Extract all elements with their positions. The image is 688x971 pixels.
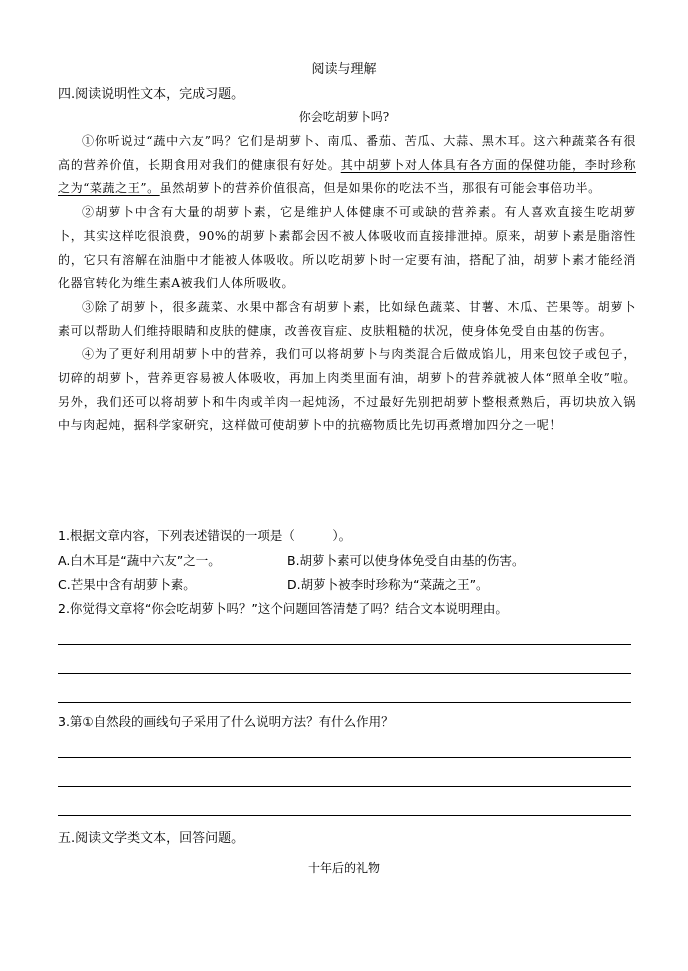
paragraph-1-tail: 虽然胡萝卜的营养价值很高，但是如果你的吃法不当，那很有可能会事倍功半。 xyxy=(159,181,601,196)
paragraph-3: ③除了胡萝卜，很多蔬菜、水果中都含有胡萝卜素，比如绿色蔬菜、甘薯、木瓜、芒果等。胡萝卜素可以帮助人们维持眼睛和皮肤的健康，改善夜盲症、皮肤粗糙的状况，使身体免受自由基的伤害。 xyxy=(58,299,636,338)
answer-line[interactable] xyxy=(58,757,631,758)
answer-line[interactable] xyxy=(58,673,631,674)
story-title: 十年后的礼物 xyxy=(307,861,380,875)
answer-line[interactable] xyxy=(58,786,631,787)
answer-line[interactable] xyxy=(58,815,631,816)
question-3: 3.第①自然段的画线句子采用了什么说明方法？有什么作用？ xyxy=(58,714,394,729)
part5-heading: 五.阅读文学类文本，回答问题。 xyxy=(58,831,245,846)
underlined-sentence: 其中胡萝卜对人体具有各方面的保健功能，李时珍称之为“菜蔬之王”。 xyxy=(58,157,636,196)
part4-heading: 四.阅读说明性文本，完成习题。 xyxy=(58,87,245,102)
option-a[interactable]: A.白木耳是“蔬中六友”之一。 xyxy=(58,553,221,568)
paragraph-1-text: ①你听说过“蔬中六友”吗？它们是胡萝卜、南瓜、番茄、苦瓜、大蒜、黑木耳。这六种蔬菜各有很高的营养价值，长期食用对我们的健康很有好处。 xyxy=(58,134,636,172)
question-2: 2.你觉得文章将“你会吃胡萝卜吗？”这个问题回答清楚了吗？结合文本说明理由。 xyxy=(58,601,508,616)
answer-line[interactable] xyxy=(58,702,631,703)
option-b[interactable]: B.胡萝卜素可以使身体免受自由基的伤害。 xyxy=(287,553,525,568)
option-d[interactable]: D.胡萝卜被李时珍称为“菜蔬之王”。 xyxy=(287,577,489,592)
answer-line[interactable] xyxy=(58,644,631,645)
article-body xyxy=(58,130,636,438)
option-c[interactable]: C.芒果中含有胡萝卜素。 xyxy=(58,577,196,592)
article-title: 你会吃胡萝卜吗? xyxy=(298,110,390,124)
question-1: 1.根据文章内容，下列表述错误的一项是（ ）。 xyxy=(58,528,352,543)
paragraph-4: ④为了更好利用胡萝卜中的营养，我们可以将胡萝卜与肉类混合后做成馅儿，用来包饺子或包子，切碎的胡萝卜，营养更容易被人体吸收，再加上肉类里面有油，胡萝卜的营养就被人体“照单全收”啦。另外，我们还可以将胡萝卜和牛肉或羊肉一起炖汤，不过最好先别把胡萝卜整根煮熟后，再切块放入锅中与肉起炖，据科学家研究，这样做可使胡萝卜中的抗癌物质比先切再煮增加四分之一呢！ xyxy=(58,347,636,433)
paragraph-2: ②胡萝卜中含有大量的胡萝卜素，它是维护人体健康不可或缺的营养素。有人喜欢直接生吃胡萝卜，其实这样吃很浪费，90%的胡萝卜素都会因不被人体吸收而直接排泄掉。原来，胡萝卜素是脂溶性的，它只有溶解在油脂中才能被人体吸收。所以吃胡萝卜时一定要有油，搭配了油，胡萝卜素才能经消化器官转化为维生素A被我们人体所吸收。 xyxy=(58,205,636,291)
section-title: 阅读与理解 xyxy=(311,62,377,77)
paragraph-1 xyxy=(58,130,636,201)
